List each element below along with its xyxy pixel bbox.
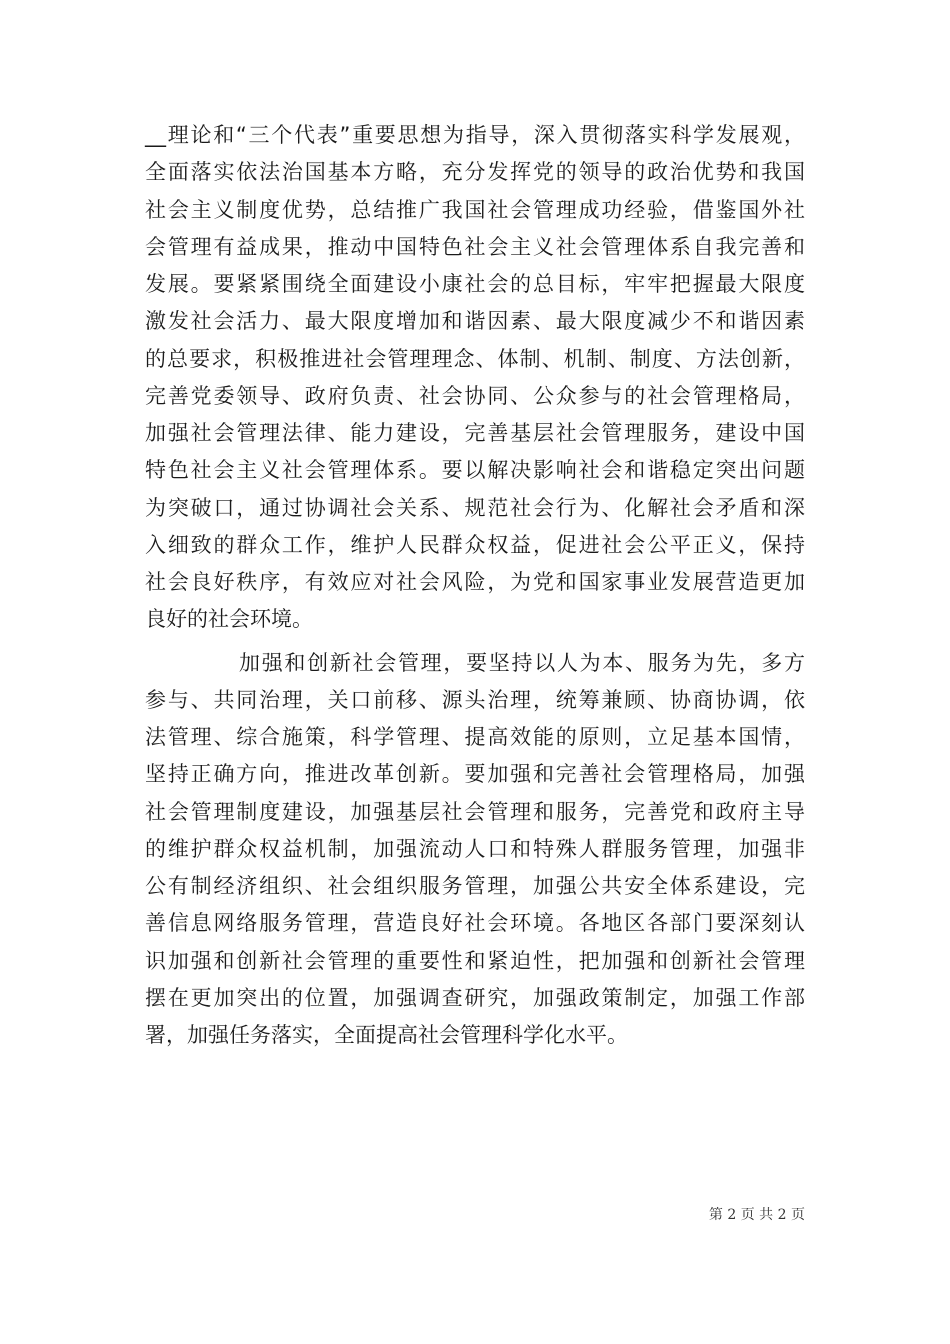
paragraph-line: 入细致的群众工作，维护人民群众权益，促进社会公平正义，保持 (145, 532, 805, 557)
paragraph-line: 社会主义制度优势，总结推广我国社会管理成功经验，借鉴国外社 (145, 197, 805, 222)
paragraph-line: 特色社会主义社会管理体系。要以解决影响社会和谐稳定突出问题 (145, 458, 805, 483)
paragraph-line: 坚持正确方向，推进改革创新。要加强和完善社会管理格局，加强 (145, 762, 805, 787)
paragraph-line: 社会管理制度建设，加强基层社会管理和服务，完善党和政府主导 (145, 799, 805, 824)
paragraph-line: 良好的社会环境。 (145, 607, 313, 632)
paragraph-line: 参与、共同治理，关口前移、源头治理，统筹兼顾、协商协调，依 (145, 687, 805, 712)
body-text (145, 117, 805, 1054)
paragraph-line: 摆在更加突出的位置，加强调查研究，加强政策制定，加强工作部 (145, 985, 805, 1010)
page-number-footer: 第 2 页 共 2 页 (708, 1207, 805, 1223)
paragraph-line: __理论和“三个代表”重要思想为指导，深入贯彻落实科学发展观， (145, 123, 805, 147)
paragraph-line: 加强社会管理法律、能力建设，完善基层社会管理服务，建设中国 (145, 421, 805, 445)
paragraph-line: 激发社会活力、最大限度增加和谐因素、最大限度减少不和谐因素 (145, 309, 805, 334)
paragraph-line: 的维护群众权益机制，加强流动人口和特殊人群服务管理，加强非 (145, 836, 805, 861)
paragraph-2 (145, 645, 805, 1055)
paragraph-line: 完善党委领导、政府负责、社会协同、公众参与的社会管理格局， (145, 383, 805, 408)
paragraph-line: 全面落实依法治国基本方略，充分发挥党的领导的政治优势和我国 (145, 160, 805, 185)
paragraph-line: 法管理、综合施策，科学管理、提高效能的原则，立足基本国情， (145, 725, 805, 749)
paragraph-1 (145, 117, 805, 639)
paragraph-line: 善信息网络服务管理，营造良好社会环境。各地区各部门要深刻认 (145, 911, 805, 936)
paragraph-line: 社会良好秩序，有效应对社会风险，为党和国家事业发展营造更加 (145, 570, 805, 594)
paragraph-line: 署，加强任务落实，全面提高社会管理科学化水平。 (145, 1023, 628, 1047)
paragraph-line: 加强和创新社会管理，要坚持以人为本、服务为先，多方 (239, 650, 805, 675)
paragraph-line: 的总要求，积极推进社会管理理念、体制、机制、制度、方法创新， (145, 346, 805, 371)
paragraph-line: 识加强和创新社会管理的重要性和紧迫性，把加强和创新社会管理 (145, 948, 805, 973)
paragraph-line: 为突破口，通过协调社会关系、规范社会行为、化解社会矛盾和深 (145, 495, 805, 520)
paragraph-line: 发展。要紧紧围绕全面建设小康社会的总目标，牢牢把握最大限度 (145, 272, 805, 296)
paragraph-line: 会管理有益成果，推动中国特色社会主义社会管理体系自我完善和 (145, 234, 805, 259)
paragraph-line: 公有制经济组织、社会组织服务管理，加强公共安全体系建设，完 (145, 874, 805, 898)
